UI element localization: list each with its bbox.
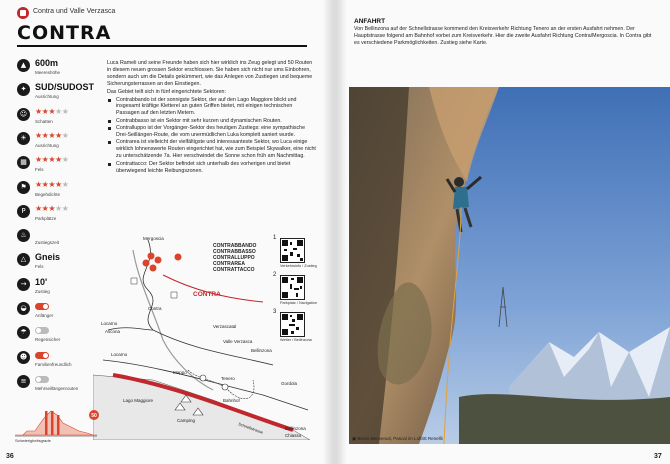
map-label-contra: Contra: [148, 306, 162, 311]
sun-icon: ☀: [17, 132, 30, 145]
stat-row: [17, 107, 112, 131]
qr-caption: Wetter / Bellinzona: [280, 338, 312, 342]
map-label-tenero: Tenero: [221, 376, 235, 381]
qr-code[interactable]: [280, 275, 305, 300]
roundabout: [200, 375, 206, 381]
stat-label: Anfänger: [35, 313, 54, 318]
rock-icon: ▦: [17, 156, 30, 169]
stat-stars: ★★★★★: [35, 106, 69, 116]
hiker-icon: ♨: [17, 229, 30, 242]
grade-profile-area: [15, 411, 97, 435]
subsector-item: Contrabbando ist der sonnigste Sektor, der auf den Lago Maggiore blickt und insgesamt kräftige Klettereí an guten Griffen bietet, mit einigen technischen Passagen auf den letzten Metern.: [107, 97, 317, 118]
belay-icon: ⚑: [17, 181, 30, 194]
subsectors-intro: Das Gebiet teilt sich in fünf eingerichtete Sektoren:: [107, 88, 226, 95]
climbing-photo: [349, 87, 670, 444]
sector-marker: [175, 254, 182, 261]
walker-icon: →: [17, 278, 30, 291]
left-page: [0, 0, 333, 464]
stat-value: 600m: [35, 58, 59, 68]
lake-shape: [93, 375, 310, 440]
stat-stars: ★★★★★: [35, 179, 69, 189]
sector-marker: [148, 253, 155, 260]
map-sector-name: CONTRATTACCO: [213, 267, 255, 273]
qr-caption: Verkehrsinfo / Zustieg: [280, 264, 317, 268]
rain-icon: ☂: [17, 326, 30, 339]
qr-number: 1: [273, 235, 277, 241]
subsector-item: Contrattacco: Der Sektor befindet sich unterhalb des vorherigen und bietet überwiegend leichte Reibungszonen.: [107, 161, 317, 175]
shoe-icon: ◒: [17, 302, 30, 315]
stat-toggle: [35, 327, 49, 334]
grade-profile-chart: [13, 405, 101, 443]
forest-hill: [459, 394, 670, 444]
stat-row: [17, 131, 112, 155]
description: [107, 60, 317, 175]
region-badge-icon: [17, 7, 29, 19]
map-label-locarno: Locarno: [101, 321, 118, 326]
map-label-bellinzona: Bellinzona: [251, 348, 272, 353]
stat-stars: ★★★★★: [35, 155, 69, 165]
grade-profile-bars: [45, 411, 60, 435]
qr-code[interactable]: [280, 238, 305, 263]
mountain-icon: △: [17, 253, 30, 266]
qr-number: 3: [273, 309, 277, 315]
map-sector-name: CONTRABBASSO: [213, 249, 256, 255]
stat-row: [17, 180, 112, 204]
stat-label: Ausrichtung: [35, 142, 59, 148]
subsector-item: Contrarea ist vielleicht der vielfältigste und interessanteste Sektor, wo Luca einige wirklich lohnenswerte Routen eingerichtet hat, wie zum Beispiel Skywalker, eine nicht zu unterschätzende 7a. Hier verschwindet die Sonne schon früh am Nachmittag.: [107, 139, 317, 160]
intro-paragraph: Luca Rameli und seine Freunde haben sich hier wirklich ins Zeug gelegt und 50 Routen in diesem neuen grossen Sektor erschlossen. Sie haben sich nicht nur ums Einbohren, sondern auch um die Details gekümmert, wie das Anlegen von Zustiegen und bequeme Sicherungsterrassen an den Einstiegen.: [107, 60, 313, 87]
page-number-right: 37: [654, 453, 662, 460]
stat-label: Ausrichtung: [35, 94, 59, 100]
stat-toggle: [35, 376, 49, 383]
map-label-valle: Valle Verzasca: [223, 339, 253, 344]
stat-label: Familienfreundlich: [35, 361, 72, 367]
map-label-contra-sector: CONTRA: [193, 291, 221, 298]
stat-value: Gneis: [35, 252, 61, 263]
multipitch-icon: ≡: [17, 375, 30, 388]
right-page: [337, 0, 670, 464]
stat-toggle: [35, 352, 49, 359]
altitude-icon: ▲: [17, 59, 30, 72]
sector-marker: [143, 260, 150, 267]
sector-marker: [150, 265, 157, 272]
map-label-camping: Camping: [177, 418, 196, 423]
stat-label: Parkplätze: [35, 215, 57, 221]
title-divider: [17, 45, 307, 47]
page-number-left: 36: [6, 453, 14, 460]
stat-label: Schatten: [35, 118, 53, 124]
profile-label: Schwierigkeitsgrade: [15, 438, 51, 443]
approach-map: [93, 230, 310, 440]
approach-text: Von Bellinzona auf der Schnellstrasse kommend den Kreisverkehr Richtung Tenero an der ersten Ausfahrt nehmen. Der Hauptstrasse folgend am Bahnhof vorbei zum Kreisverkehr. Hier die zweite Ausfahrt Richtung Contra/Mergoscia. In Contra gibt es verschiedene Parkmöglichkeiten. Zustieg siehe Karte.: [354, 26, 652, 46]
subsector-item: Contrabbasso ist ein Sektor mit sehr kurzen und dynamischen Routen.: [107, 118, 317, 125]
shade-icon: ☺: [17, 108, 30, 121]
sector-title: CONTRA: [17, 22, 112, 44]
stat-stars: ★★★★★: [35, 130, 69, 140]
map-sector-list: [213, 243, 256, 273]
qr-caption: Parkplatz / Navigation: [280, 301, 317, 305]
map-label-schnellstrasse: Schnellstrasse: [237, 421, 264, 435]
stat-value: SUD/SUDOST: [35, 82, 95, 93]
qr-number: 2: [273, 272, 277, 278]
stat-row: [17, 82, 112, 106]
map-label-mappo: Mappo: [173, 370, 187, 375]
parking-marker: [131, 278, 137, 284]
stat-toggle: [35, 303, 49, 310]
map-label-chiasso: Chiasso: [285, 433, 302, 438]
map-label-gordola: Gordola: [281, 381, 298, 386]
map-sector-name: CONTRAREA: [213, 261, 245, 267]
parking-marker: [171, 292, 177, 298]
qr-pattern-icon: [281, 239, 304, 262]
map-label-mergoscia: Mergoscia: [143, 236, 164, 241]
camera-icon: ▣: [352, 436, 357, 441]
qr-pattern-icon: [281, 313, 304, 336]
qr-code[interactable]: [280, 312, 305, 337]
region-header: Contra und Valle Verzasca: [33, 8, 116, 15]
map-label-bahnhof: Bahnhof: [223, 398, 240, 403]
map-label-lago: Lago Maggiore: [123, 398, 154, 403]
stat-label: Begehdichte: [35, 191, 61, 197]
photo-credit: [352, 436, 443, 442]
parking-icon: P: [17, 205, 30, 218]
stat-label: Regensicher: [35, 337, 61, 343]
subsector-list: [107, 97, 317, 175]
map-sector-name: CONTRABBANDO: [213, 243, 257, 249]
stat-row: [17, 204, 112, 228]
qr-pattern-icon: [281, 276, 304, 299]
sector-marker: [155, 257, 162, 264]
stat-label: Fels: [35, 167, 44, 173]
subsector-item: Contralluppo ist der Vorgänger-Sektor des heutigen Zustiegs: eine sympathische Drei-Seillängen-Route, die vom unermüdlichen Luka komplett saniert wurde.: [107, 125, 317, 139]
stat-row: [17, 155, 112, 179]
map-label-bellinzona2: Bellinzona: [285, 426, 306, 431]
map-label-locarno-road: Locarno: [111, 352, 128, 357]
family-icon: ☻: [17, 351, 30, 364]
compass-icon: ✦: [17, 83, 30, 96]
stat-label: Meereshöhe: [35, 70, 61, 75]
stat-label: Zustieg: [35, 288, 50, 294]
stat-stars: ★★★★★: [35, 203, 69, 213]
map-label-verzascatal: Verzascatal: [213, 324, 237, 329]
stat-label: Fels: [35, 264, 44, 270]
map-label-ascona: Ascona: [105, 329, 121, 334]
sector-markers: [131, 253, 182, 299]
roundabout: [222, 384, 228, 390]
approach-title: ANFAHRT: [354, 18, 386, 25]
stat-label: Zustiegszeit: [35, 240, 60, 246]
route-count: 50: [91, 413, 97, 419]
stat-value: 10': [35, 276, 48, 287]
photo-credit-text: Bruno Benvenuti, Pascal im Luftritt Renellli: [357, 436, 443, 441]
map-sector-name: CONTRALLUPPO: [213, 255, 255, 261]
stat-label: Mehrseillängenrouten: [35, 385, 79, 391]
stat-row: [17, 58, 112, 82]
